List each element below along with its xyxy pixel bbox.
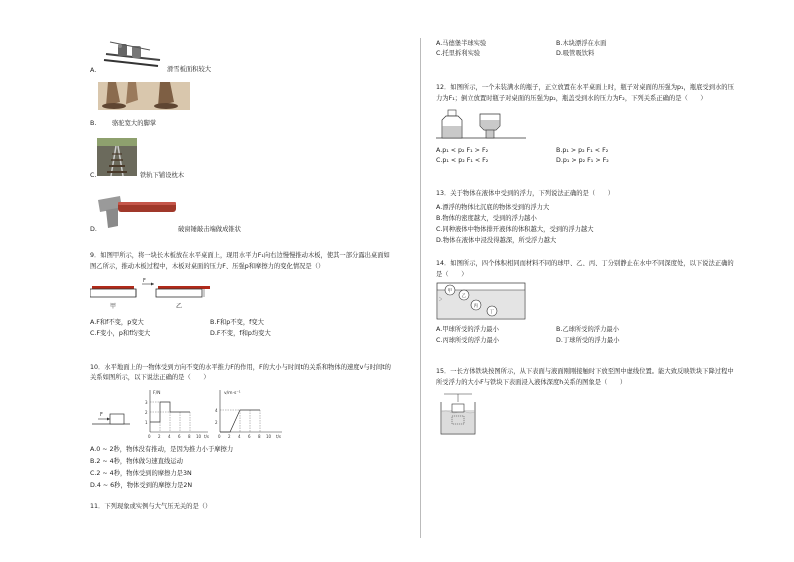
q14-option-a: A.甲球所受的浮力最小 [436, 326, 499, 333]
q10-chart1-xlabel: t/s [204, 434, 209, 439]
q12-option-d: D.p₁ > p₂ F₁ > F₂ [556, 157, 609, 164]
q10-chart2-ytick: 2 [215, 420, 218, 425]
q10-block-force-label: F [100, 412, 103, 418]
q8-option-a-letter: A. [90, 67, 97, 74]
q9-option-d: D.F不变，f和p均变大 [210, 330, 271, 337]
q11-stem: 11．下列现象或实例与大气压无关的是（） [90, 503, 212, 510]
q10-diagram [90, 384, 290, 442]
railway-track-image [97, 138, 137, 176]
q15-iron-block-diagram [438, 390, 478, 436]
q10-chart2-xtick: 10 [266, 434, 272, 439]
q13-option-d: D.物体在液体中浸没得越深，所受浮力越大 [436, 237, 557, 244]
q10-stem-line1: 10．水平地面上的一物体受到方向不变的水平推力F的作用，F的大小与时间t的关系和物体的速度v与时间t的 [90, 364, 391, 371]
q12-bottle-diagram [436, 104, 528, 140]
q12-option-c: C.p₁ < p₂ F₁ < F₂ [436, 157, 489, 164]
q9-option-c: C.F变小，p和f均变大 [90, 330, 151, 337]
q10-chart1-xtick: 0 [148, 434, 151, 439]
q11-option-b: B.木块漂浮在水面 [556, 40, 607, 47]
q9-option-a: A.F和f不变，p变大 [90, 319, 144, 326]
q9-force-label: F [143, 278, 146, 284]
q9-stem-line1: 9．如图甲所示，将一块长木板放在水平桌面上，现用水平力F₁向右边慢慢推动木板，使其一部分露出桌面如 [90, 252, 390, 259]
q12-stem-line2: 力为F₁；倒立放置时瓶子对桌面的压强为p₂，瓶盖受到水的压力为F₂，下列关系正确的是（ ） [436, 95, 707, 102]
q8-option-b-text: 骆驼宽大的脚掌 [112, 120, 157, 127]
q10-chart1-xtick: 8 [188, 434, 191, 439]
q9-stem-line2: 图乙所示，推动木板过程中，木板对桌面的压力F、压强p和摩擦力的变化情况是（） [90, 263, 325, 270]
q9-option-b: B.F和p不变，f变大 [210, 319, 264, 326]
q15-stem-line1: 15．一长方体铁块按图所示，从下表面与液面刚刚接触时下放至图中虚线位置。能大致反映铁块下降过程中 [436, 368, 734, 375]
q10-chart2-ylabel: v/m·s⁻¹ [224, 391, 241, 396]
safety-hammer-image [96, 192, 180, 230]
ski-board-image [100, 40, 162, 68]
q10-chart1-ylabel: F/N [153, 391, 161, 396]
q10-velocity-time-chart [215, 390, 282, 439]
q11-option-c: C.托里拆利实验 [436, 50, 481, 57]
q14-stem-line1: 14．如图所示，四个体积相同而材料不同的球甲、乙、丙、丁分别静止在水中不同深度处，以下说法正确的 [436, 260, 734, 267]
q8-option-c-text: 铁轨下铺设枕木 [140, 172, 185, 179]
q10-option-d: D.4 ~ 6秒，物体受到的摩擦力是2N [90, 482, 193, 489]
q10-chart1-xtick: 6 [178, 434, 181, 439]
q14-ball-bing: 丙 [473, 304, 478, 309]
q12-option-b: B.p₁ > p₂ F₁ < F₂ [556, 147, 609, 154]
q10-chart2-xtick: 0 [218, 434, 221, 439]
q10-chart2-xtick: 2 [228, 434, 231, 439]
q10-chart2-ytick: 4 [215, 408, 218, 413]
q10-chart1-ytick: 3 [145, 400, 148, 405]
q15-stem-line2: 所受浮力的大小F与铁块下表面浸入液体深度h关系的图象是（ ） [436, 379, 627, 386]
q13-option-a: A.漂浮的物体比沉底的物体受到的浮力大 [436, 204, 550, 211]
q13-stem: 13．关于物体在液体中受到的浮力，下列说法正确的是（ ） [436, 190, 615, 197]
q10-chart2-xtick: 8 [258, 434, 261, 439]
q14-option-b: B.乙球所受的浮力最小 [556, 326, 619, 333]
q10-option-a: A.0 ~ 2秒，物体没有推动，是因为推力小于摩擦力 [90, 446, 234, 453]
q9-label-b: 乙 [176, 303, 183, 310]
q8-option-c-letter: C. [90, 172, 97, 179]
q9-board-diagram [90, 274, 220, 312]
q10-chart2-xlabel: t/s [276, 434, 281, 439]
q10-force-time-chart [145, 390, 209, 439]
q10-option-b: B.2 ~ 4秒，物体做匀速直线运动 [90, 458, 183, 465]
q8-option-b-letter: B. [90, 120, 97, 127]
q8-option-a-text: 滑雪板面积较大 [167, 66, 212, 73]
q14-ball-ding: 丁 [489, 310, 494, 315]
q14-ball-yi: 乙 [461, 294, 466, 299]
q12-stem-line1: 12．如图所示，一个未装满水的瓶子，正立放置在水平桌面上时，瓶子对桌面的压强为p₁，瓶底受到水的压 [436, 84, 734, 91]
q14-option-c: C.丙球所受的浮力最小 [436, 337, 500, 344]
q14-stem-line2: 是（ ） [436, 271, 468, 278]
q10-chart1-ytick: 2 [145, 410, 148, 415]
q14-option-d: D.丁球所受的浮力最小 [556, 337, 620, 344]
q9-label-a: 甲 [110, 303, 117, 310]
q10-chart1-xtick: 10 [196, 434, 202, 439]
q8-option-d-text: 破窗锤敲击端做成锥状 [178, 226, 241, 233]
q14-balls-tank-diagram [436, 281, 528, 321]
q10-option-c: C.2 ~ 4秒，物体受到的摩擦力是3N [90, 470, 192, 477]
q13-option-c: C.同种液体中物体排开液体的体积越大，受到的浮力越大 [436, 226, 594, 233]
q12-option-a: A.p₁ < p₂ F₁ > F₂ [436, 147, 489, 154]
q11-option-a: A.马德堡半球实验 [436, 40, 487, 47]
q10-chart1-xtick: 4 [168, 434, 171, 439]
q10-chart1-ytick: 1 [145, 420, 148, 425]
q13-option-b: B.物体的密度越大，受到的浮力越小 [436, 215, 537, 222]
column-divider [420, 38, 421, 538]
q14-ball-jia: 甲 [447, 289, 452, 294]
q10-stem-line2: 关系如图所示，以下说法正确的是（ ） [90, 374, 210, 381]
q10-chart1-xtick: 2 [158, 434, 161, 439]
q11-option-d: D.吸管吸饮料 [556, 50, 595, 57]
q10-chart2-xtick: 4 [238, 434, 241, 439]
q10-chart2-xtick: 6 [248, 434, 251, 439]
q8-option-d-letter: D. [90, 226, 97, 233]
camel-feet-image [98, 82, 190, 110]
